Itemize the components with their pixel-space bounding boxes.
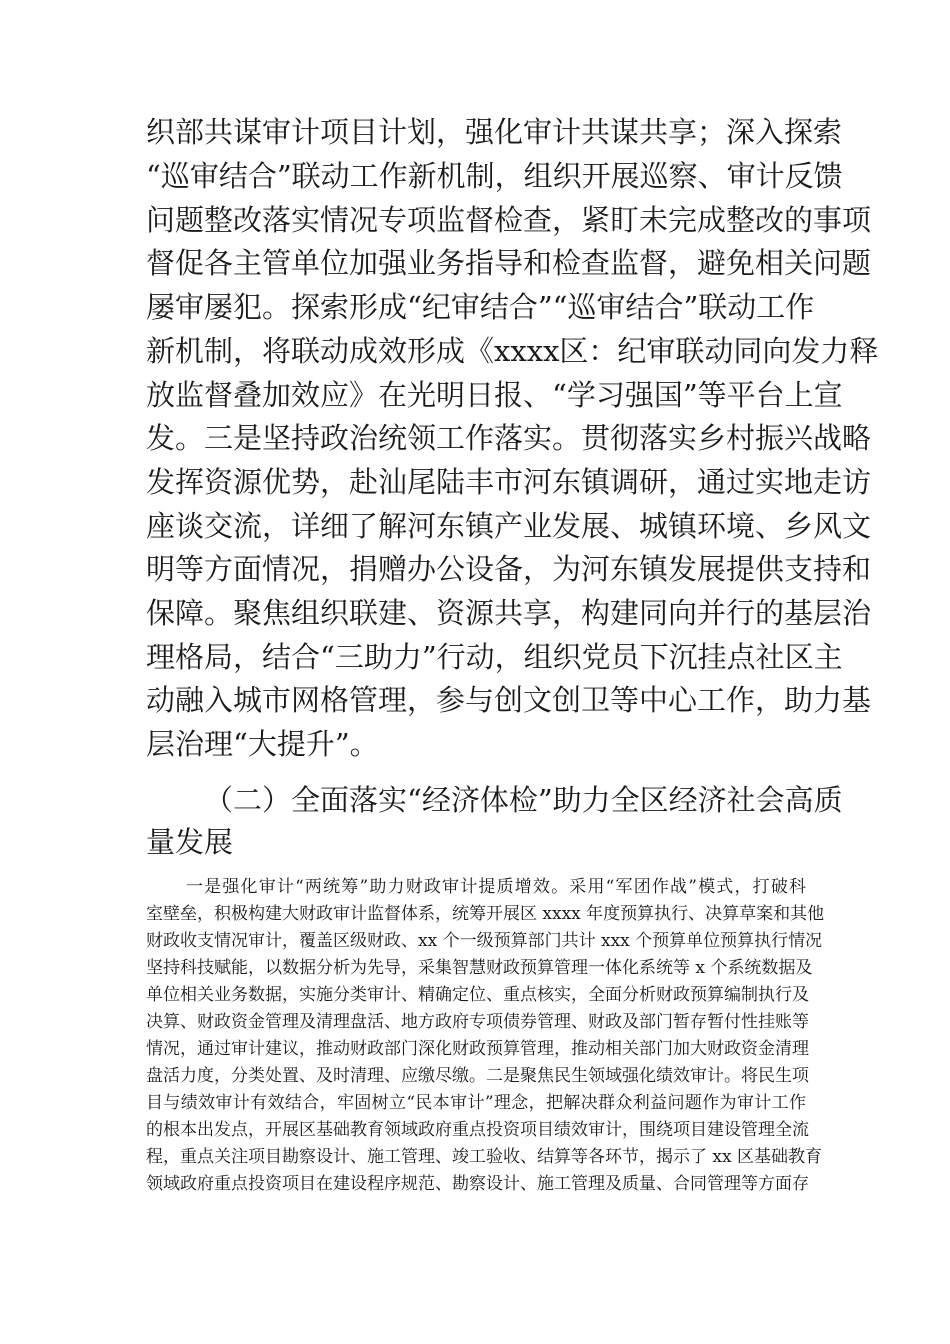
body-line: 座谈交流，详细了解河东镇产业发展、城镇环境、乡风文 bbox=[146, 509, 872, 543]
small-line: 领域政府重点投资项目在建设程序规范、勘察设计、施工管理及质量、合同管理等方面存 bbox=[146, 1174, 809, 1194]
body-line: “巡审结合”联动工作新机制，组织开展巡察、审计反馈 bbox=[146, 159, 843, 193]
body-line: 发挥资源优势，赴汕尾陆丰市河东镇调研，通过实地走访 bbox=[146, 465, 872, 499]
small-line: 情况，通过审计建议，推动财政部门深化财政预算管理，推动相关部门加大财政资金清理 bbox=[146, 1039, 809, 1059]
body-line: 织部共谋审计项目计划，强化审计共谋共享；深入探索 bbox=[146, 115, 843, 149]
small-line: 室壁垒，积极构建大财政审计监督体系，统筹开展区 xxxx 年度预算执行、决算草案和其他 bbox=[146, 904, 825, 924]
body-line: 保障。聚焦组织联建、资源共享，构建同向并行的基层治 bbox=[146, 596, 872, 630]
small-line: 一是强化审计“两统筹”助力财政审计提质增效。采用“军团作战”模式，打破科 bbox=[186, 877, 806, 897]
body-line: 发。三是坚持政治统领工作落实。贯彻落实乡村振兴战略 bbox=[146, 421, 872, 455]
small-line: 单位相关业务数据，实施分类审计、精确定位、重点核实，全面分析财政预算编制执行及 bbox=[146, 985, 809, 1005]
small-line: 的根本出发点，开展区基础教育领域政府重点投资项目绩效审计，围绕项目建设管理全流 bbox=[146, 1120, 809, 1140]
section-heading-line: （二）全面落实“经济体检”助力全区经济社会高质 bbox=[204, 783, 843, 817]
body-line: 问题整改落实情况专项监督检查，紧盯未完成整改的事项 bbox=[146, 203, 872, 237]
small-line: 决算、财政资金管理及清理盘活、地方政府专项债券管理、财政及部门暂存暂付性挂账等 bbox=[146, 1012, 809, 1032]
small-line: 盘活力度，分类处置、及时清理、应缴尽缴。二是聚焦民生领域强化绩效审计。将民生项 bbox=[146, 1066, 809, 1086]
small-line: 目与绩效审计有效结合，牢固树立“民本审计”理念，把解决群众利益问题作为审计工作 bbox=[146, 1093, 806, 1113]
body-line: 新机制，将联动成效形成《xxxx区：纪审联动同向发力释 bbox=[146, 334, 879, 368]
body-line: 动融入城市网格管理，参与创文创卫等中心工作，助力基 bbox=[146, 683, 872, 717]
body-line: 放监督叠加效应》在光明日报、“学习强国”等平台上宣 bbox=[146, 378, 843, 412]
small-line: 程，重点关注项目勘察设计、施工管理、竣工验收、结算等各环节，揭示了 xx 区基础教育 bbox=[146, 1147, 822, 1167]
body-line: 屡审屡犯。探索形成“纪审结合”“巡审结合”联动工作 bbox=[146, 290, 815, 324]
small-line: 坚持科技赋能，以数据分析为先导，采集智慧财政预算管理一体化系统等 x 个系统数据及 bbox=[146, 958, 813, 978]
small-line: 财政收支情况审计，覆盖区级财政、xx 个一级预算部门共计 xxx 个预算单位预算执行情况 bbox=[146, 931, 823, 951]
body-line: 督促各主管单位加强业务指导和检查监督，避免相关问题 bbox=[146, 246, 872, 280]
section-heading-line: 量发展 bbox=[146, 825, 234, 859]
body-line: 理格局，结合“三助力”行动，组织党员下沉挂点社区主 bbox=[146, 640, 843, 674]
body-line: 明等方面情况，捐赠办公设备，为河东镇发展提供支持和 bbox=[146, 552, 872, 586]
body-line: 层治理“大提升”。 bbox=[146, 727, 379, 761]
